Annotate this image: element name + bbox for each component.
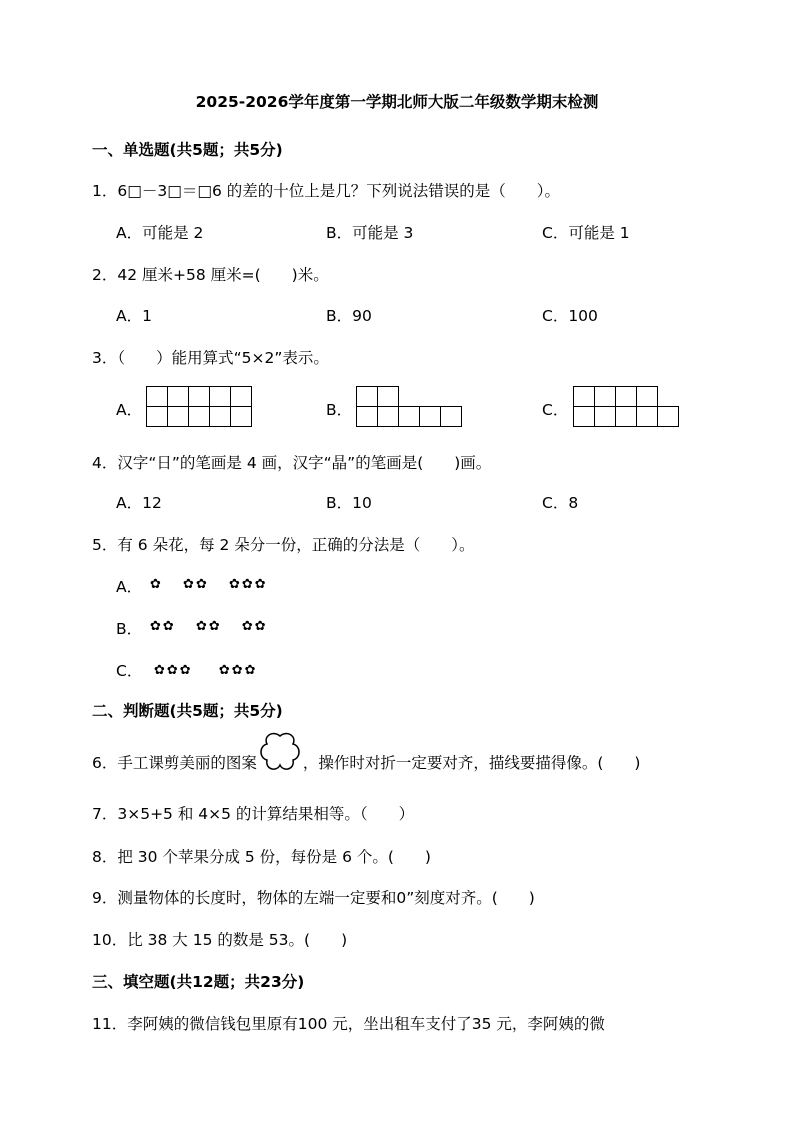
flower-group: ✿✿ <box>150 619 176 634</box>
q5-option-a-flowers <box>150 577 268 592</box>
q5-option-c-flowers <box>154 663 258 678</box>
q5-option-a: A． <box>116 578 143 596</box>
q2-option-b: B．90 <box>326 307 372 325</box>
flower-group: ✿✿ <box>195 619 222 634</box>
q5-option-b: B． <box>116 620 143 638</box>
question-4: 4．汉字“日”的笔画是 4 画，汉字“晶”的笔画是( )画。 <box>92 454 492 472</box>
flower-group: ✿✿ <box>241 619 268 634</box>
q4-option-b: B．10 <box>326 494 372 512</box>
q4-option-a: A．12 <box>116 494 162 512</box>
question-1: 1．6□－3□＝□6 的差的十位上是几？下列说法错误的是（ ）。 <box>92 182 561 200</box>
q5-option-c: C． <box>116 662 143 680</box>
q5-option-b-flowers <box>150 619 268 634</box>
q6-text-before: 6．手工课剪美丽的图案 <box>92 754 257 772</box>
q4-option-c: C．8 <box>542 494 579 512</box>
q1-option-b: B．可能是 3 <box>326 224 414 242</box>
q2-option-c: C．100 <box>542 307 598 325</box>
flower-group: ✿✿ <box>183 577 209 592</box>
flower-group: ✿ <box>150 577 163 592</box>
q3-option-a: A． <box>116 401 143 419</box>
question-10: 10．比 38 大 15 的数是 53。( ) <box>92 931 348 949</box>
section-heading-single-choice: 一、单选题(共5题；共5分) <box>92 141 283 159</box>
q6-text-after: ，操作时对折一定要对齐，描线要描得像。( ) <box>302 754 641 772</box>
q1-option-c: C．可能是 1 <box>542 224 630 242</box>
question-11: 11．李阿姨的微信钱包里原有100 元，坐出租车支付了35 元，李阿姨的微 <box>92 1015 605 1033</box>
q3-option-c: C． <box>542 401 569 419</box>
question-6 <box>92 751 640 773</box>
question-5: 5．有 6 朵花，每 2 朵分一份，正确的分法是（ ）。 <box>92 536 475 554</box>
page-title: 2025-2026学年度第一学期北师大版二年级数学期末检测 <box>195 93 599 111</box>
q2-option-a: A．1 <box>116 307 152 325</box>
section-heading-true-false: 二、判断题(共5题；共5分) <box>92 702 283 720</box>
flower-group: ✿✿✿ <box>154 663 193 678</box>
question-2: 2．42 厘米+58 厘米=( )米。 <box>92 266 329 284</box>
flower-group: ✿✿✿ <box>218 663 258 678</box>
question-8: 8．把 30 个苹果分成 5 份，每份是 6 个。( ) <box>92 848 431 866</box>
q1-option-a: A．可能是 2 <box>116 224 204 242</box>
question-7: 7．3×5+5 和 4×5 的计算结果相等。（ ） <box>92 805 415 823</box>
flower-pattern-icon <box>257 730 303 774</box>
question-9: 9．测量物体的长度时，物体的左端一定要和0”刻度对齐。( ) <box>92 889 535 907</box>
section-heading-fill-in: 三、填空题(共12题；共23分) <box>92 973 305 991</box>
question-3: 3．（ ）能用算式“5×2”表示。 <box>92 349 329 367</box>
flower-group: ✿✿✿ <box>228 577 268 592</box>
q3-option-b: B． <box>326 401 353 419</box>
